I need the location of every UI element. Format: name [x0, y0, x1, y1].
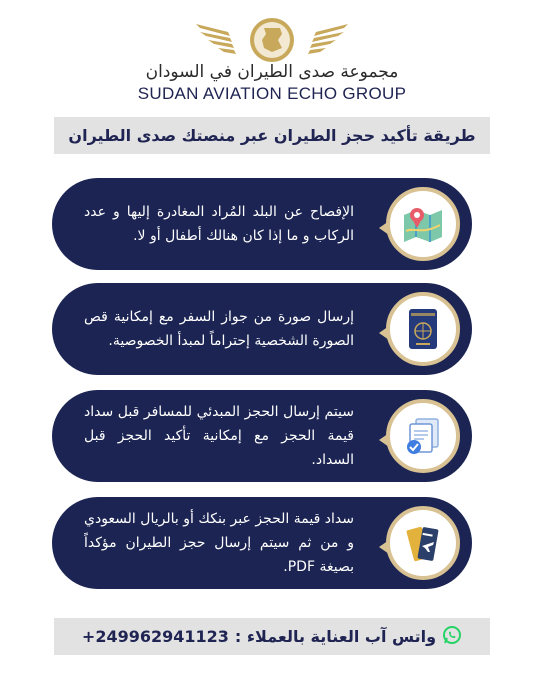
step-2-text: إرسال صورة من جواز السفر مع إمكانية قص الصورة الشخصية إحتراماً لمبدأ الخصوصية.: [84, 309, 354, 349]
brand-name-english: SUDAN AVIATION ECHO GROUP: [137, 84, 407, 103]
whatsapp-icon[interactable]: [442, 625, 462, 649]
step-card-3: [52, 390, 472, 482]
step-card-2: [52, 283, 472, 375]
brand-logo: [0, 18, 544, 66]
customer-care-bar: [54, 618, 490, 655]
documents-check-icon: [386, 399, 460, 473]
customer-care-label: واتس آب العناية بالعملاء :: [234, 627, 437, 646]
whatsapp-phone-number[interactable]: +249962941123: [81, 627, 229, 646]
step-card-4: [52, 497, 472, 589]
passport-icon: [386, 292, 460, 366]
step-3-text: سيتم إرسال الحجز المبدئي للمسافر قبل سداد قيمة الحجز مع إمكانية تأكيد الحجز قبل السداد.: [84, 404, 354, 468]
tickets-icon: [386, 506, 460, 580]
step-4-text: سداد قيمة الحجز عبر بنكك أو بالريال السعودي و من ثم سيتم إرسال حجز الطيران مؤكداً بصيغة PDF.: [84, 511, 354, 575]
brand-name-arabic: مجموعة صدى الطيران في السودان: [145, 62, 399, 82]
page-title: طريقة تأكيد حجز الطيران عبر منصتك صدى الطيران: [54, 117, 490, 154]
map-pin-icon: [386, 187, 460, 261]
step-1-text: الإفصاح عن البلد المُراد المغادرة إليها و عدد الركاب و ما إذا كان هنالك أطفال أو لا.: [84, 204, 354, 244]
step-card-1: [52, 178, 472, 270]
